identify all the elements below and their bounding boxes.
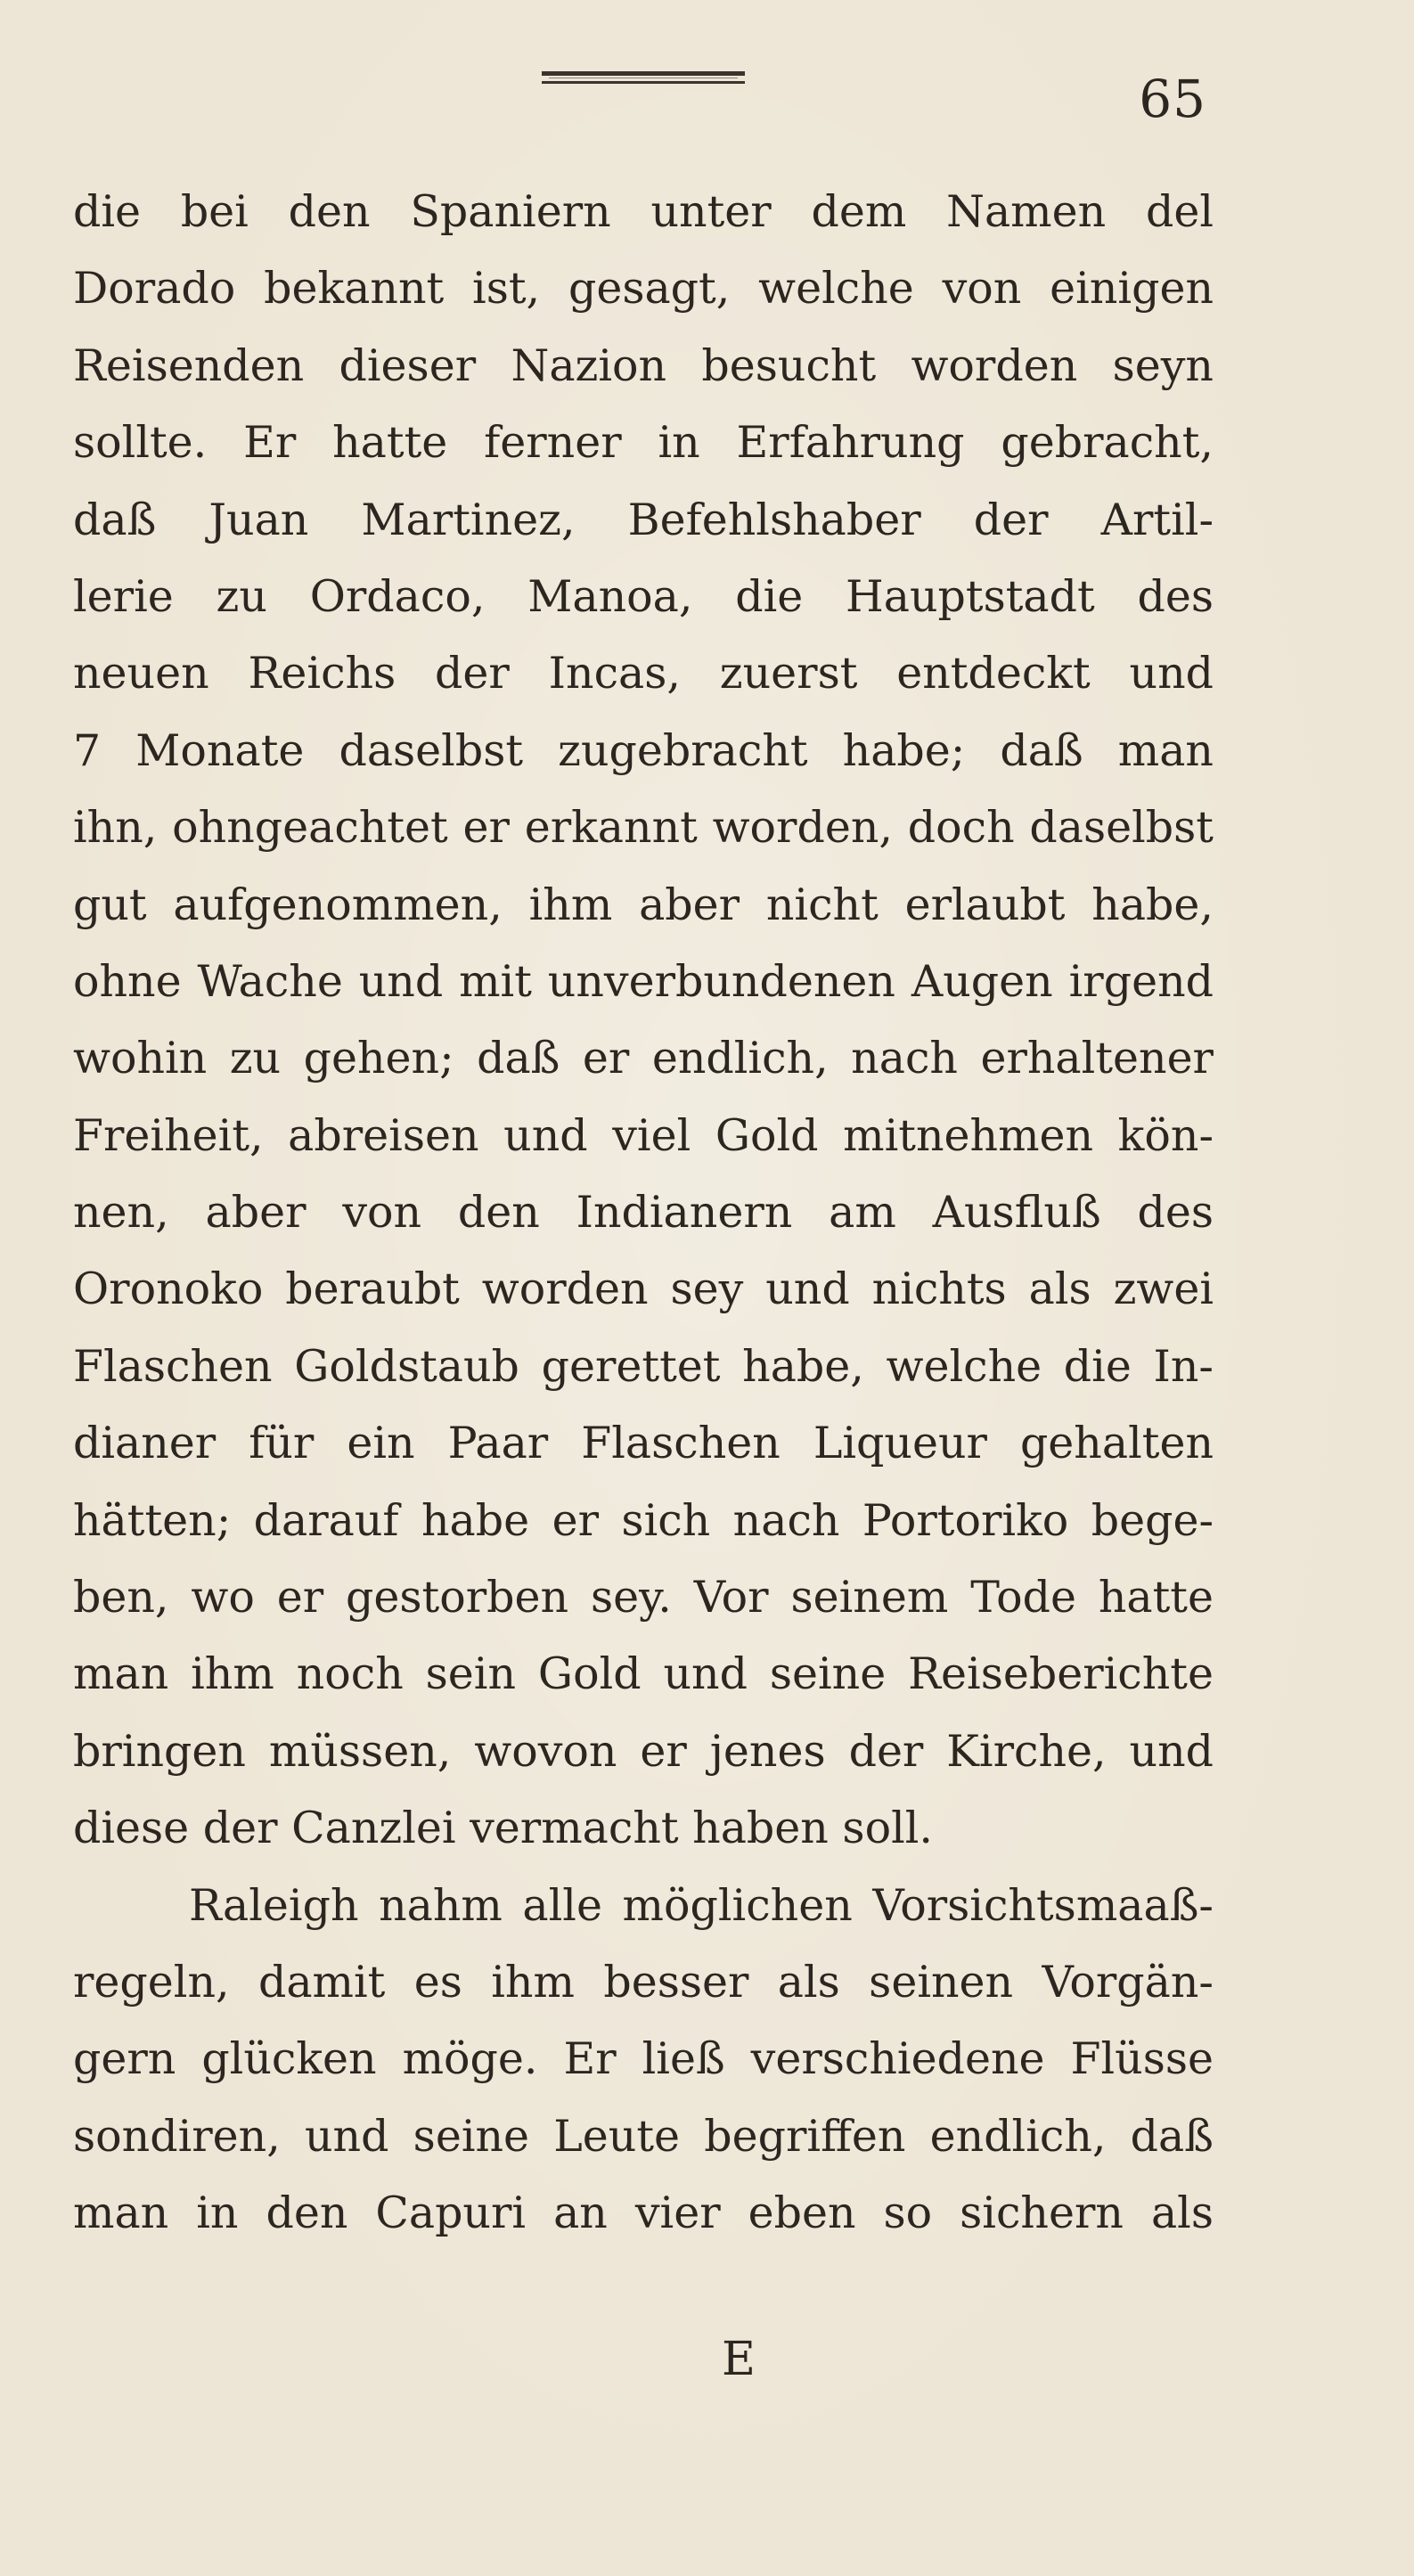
text-line: dianer für ein Paar Flaschen Liqueur gehalten xyxy=(73,1418,1214,1469)
catchword: E xyxy=(722,2333,756,2386)
text-line: man in den Capuri an vier eben so sichern als xyxy=(73,2188,1214,2239)
text-line: diese der Canzlei vermacht haben soll. xyxy=(73,1803,933,1854)
text-line: Raleigh nahm alle möglichen Vorsichtsmaaß- xyxy=(189,1879,1214,1931)
page-number: 65 xyxy=(1139,69,1206,129)
text-line: Dorado bekannt ist, gesagt, welche von einigen xyxy=(73,263,1214,315)
paragraph-1 xyxy=(73,174,1214,1868)
text-line: die bei den Spaniern unter dem Namen del xyxy=(73,186,1214,237)
text-line: lerie zu Ordaco, Manoa, die Hauptstadt des xyxy=(73,570,1214,622)
text-line: Flaschen Goldstaub gerettet habe, welche die In- xyxy=(73,1340,1214,1392)
paragraph-2 xyxy=(73,1868,1214,2253)
text-line: man ihm noch sein Gold und seine Reiseberichte xyxy=(73,1648,1214,1700)
text-line: Oronoko beraubt worden sey und nichts als zwei xyxy=(73,1263,1214,1315)
text-line: Freiheit, abreisen und viel Gold mitnehmen kön- xyxy=(73,1109,1214,1161)
text-line: regeln, damit es ihm besser als seinen Vorgän- xyxy=(73,1956,1214,2008)
text-line: ihn, ohngeachtet er erkannt worden, doch daselbst xyxy=(73,802,1214,854)
body-text xyxy=(73,174,1214,2253)
text-line: 7 Monate daselbst zugebracht habe; daß man xyxy=(73,724,1214,776)
text-line: sollte. Er hatte ferner in Erfahrung gebracht, xyxy=(73,417,1214,469)
text-line: gern glücken möge. Er ließ verschiedene Flüsse xyxy=(73,2033,1214,2085)
text-line: sondiren, und seine Leute begriffen endlich, daß xyxy=(73,2110,1214,2162)
text-line: gut aufgenommen, ihm aber nicht erlaubt habe, xyxy=(73,879,1214,930)
text-line: neuen Reichs der Incas, zuerst entdeckt und xyxy=(73,648,1214,699)
header-ornament-rule xyxy=(542,71,745,84)
text-line: nen, aber von den Indianern am Ausfluß des xyxy=(73,1187,1214,1239)
text-line: hätten; darauf habe er sich nach Portoriko bege- xyxy=(73,1494,1214,1546)
text-line: daß Juan Martinez, Befehlshaber der Artil- xyxy=(73,494,1214,545)
text-line: ben, wo er gestorben sey. Vor seinem Tode hatte xyxy=(73,1572,1214,1623)
text-line: bringen müssen, wovon er jenes der Kirche, und xyxy=(73,1725,1214,1777)
text-line: Reisenden dieser Nazion besucht worden seyn xyxy=(73,339,1214,391)
text-line: wohin zu gehen; daß er endlich, nach erhaltener xyxy=(73,1033,1214,1084)
text-line: ohne Wache und mit unverbundenen Augen irgend xyxy=(73,955,1214,1007)
